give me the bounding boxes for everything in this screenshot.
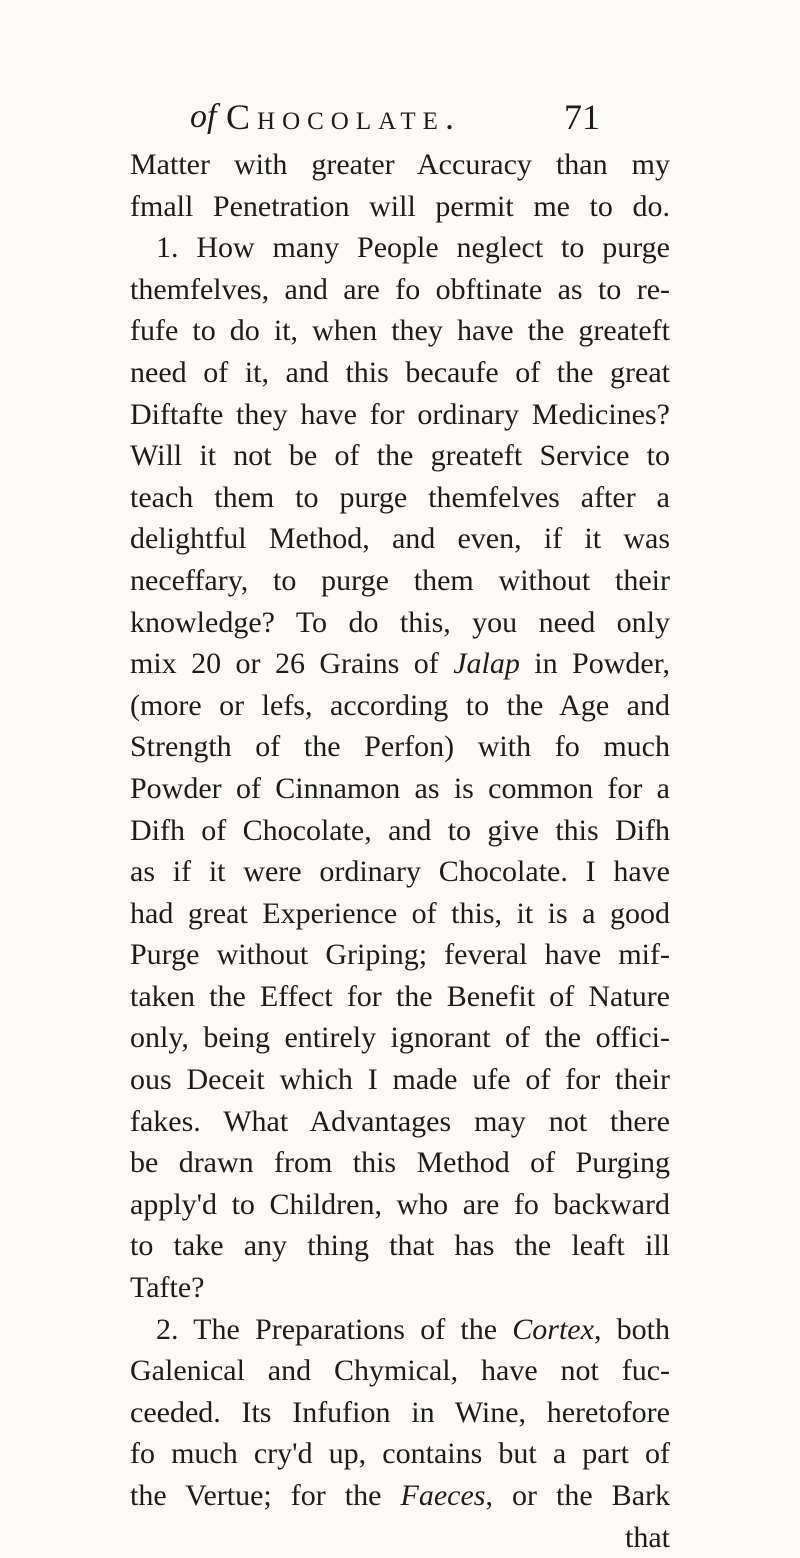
text-line: Powder of Cinnamon as is common for a bbox=[130, 771, 670, 805]
text-line: only, being entirely ignorant of the offici- bbox=[130, 1021, 670, 1055]
text-line: neceffary, to purge them without their bbox=[130, 563, 670, 597]
text-line: Will it not be of the greateft Service to bbox=[130, 439, 670, 473]
text-line: Difh of Chocolate, and to give this Difh bbox=[130, 813, 670, 847]
text-line: Diftafte they have for ordinary Medicines? bbox=[130, 397, 670, 431]
header-prefix: of bbox=[190, 98, 217, 135]
text-line: to take any thing that has the leaft ill bbox=[130, 1229, 670, 1263]
text-line: Tafte? bbox=[130, 1271, 205, 1305]
text-line: Strength of the Perfon) with fo much bbox=[130, 730, 670, 764]
text-line: had great Experience of this, it is a good bbox=[130, 896, 670, 930]
text-segment: , or the Bark bbox=[485, 1479, 670, 1512]
text-line: teach them to purge themfelves after a bbox=[130, 480, 670, 514]
text-line: fmall Penetration will permit me to do. bbox=[130, 189, 670, 223]
text-line: (more or lefs, according to the Age and bbox=[130, 688, 670, 722]
body-text bbox=[130, 144, 670, 1558]
text-line: fufe to do it, when they have the greateft bbox=[130, 314, 670, 348]
italic-term: Jalap bbox=[453, 647, 520, 681]
italic-term: Faeces bbox=[400, 1479, 486, 1512]
text-line bbox=[130, 1475, 670, 1517]
italic-term: Cortex bbox=[512, 1312, 594, 1346]
text-line: Galenical and Chymical, have not fuc- bbox=[130, 1354, 670, 1388]
text-line: Matter with greater Accuracy than my bbox=[130, 148, 670, 181]
text-line: ceeded. Its Infufion in Wine, heretofore bbox=[130, 1395, 670, 1429]
text-line: ous Deceit which I made ufe of for their bbox=[130, 1063, 670, 1097]
text-line: Purge without Griping; feveral have mif- bbox=[130, 938, 670, 972]
running-header bbox=[190, 96, 600, 146]
text-line: themfelves, and are fo obftinate as to re- bbox=[130, 272, 670, 306]
text-line: fo much cry'd up, contains but a part of bbox=[130, 1437, 670, 1471]
text-line: 1. How many People neglect to purge bbox=[156, 231, 670, 265]
text-segment: mix 20 or 26 Grains of bbox=[130, 647, 454, 681]
text-line: need of it, and this becaufe of the great bbox=[130, 355, 670, 389]
text-segment: the Vertue; for the bbox=[130, 1479, 401, 1512]
text-line: be drawn from this Method of Purging bbox=[130, 1146, 670, 1180]
text-line: apply'd to Children, who are fo backward bbox=[130, 1187, 670, 1221]
text-line: fakes. What Advantages may not there bbox=[130, 1104, 670, 1138]
text-line bbox=[130, 1309, 670, 1351]
header-title: Chocolate. bbox=[226, 97, 461, 137]
text-segment: 2. The Preparations of the bbox=[156, 1312, 513, 1346]
page-number: 71 bbox=[564, 97, 600, 137]
text-segment: , both bbox=[593, 1312, 670, 1346]
text-line: as if it were ordinary Chocolate. I have bbox=[130, 855, 670, 889]
text-line bbox=[130, 643, 670, 685]
text-line: taken the Effect for the Benefit of Nature bbox=[130, 979, 670, 1013]
text-line: knowledge? To do this, you need only bbox=[130, 605, 670, 639]
text-line: delightful Method, and even, if it was bbox=[130, 522, 670, 556]
text-line: that bbox=[625, 1520, 670, 1554]
text-segment: in Powder, bbox=[519, 647, 670, 681]
